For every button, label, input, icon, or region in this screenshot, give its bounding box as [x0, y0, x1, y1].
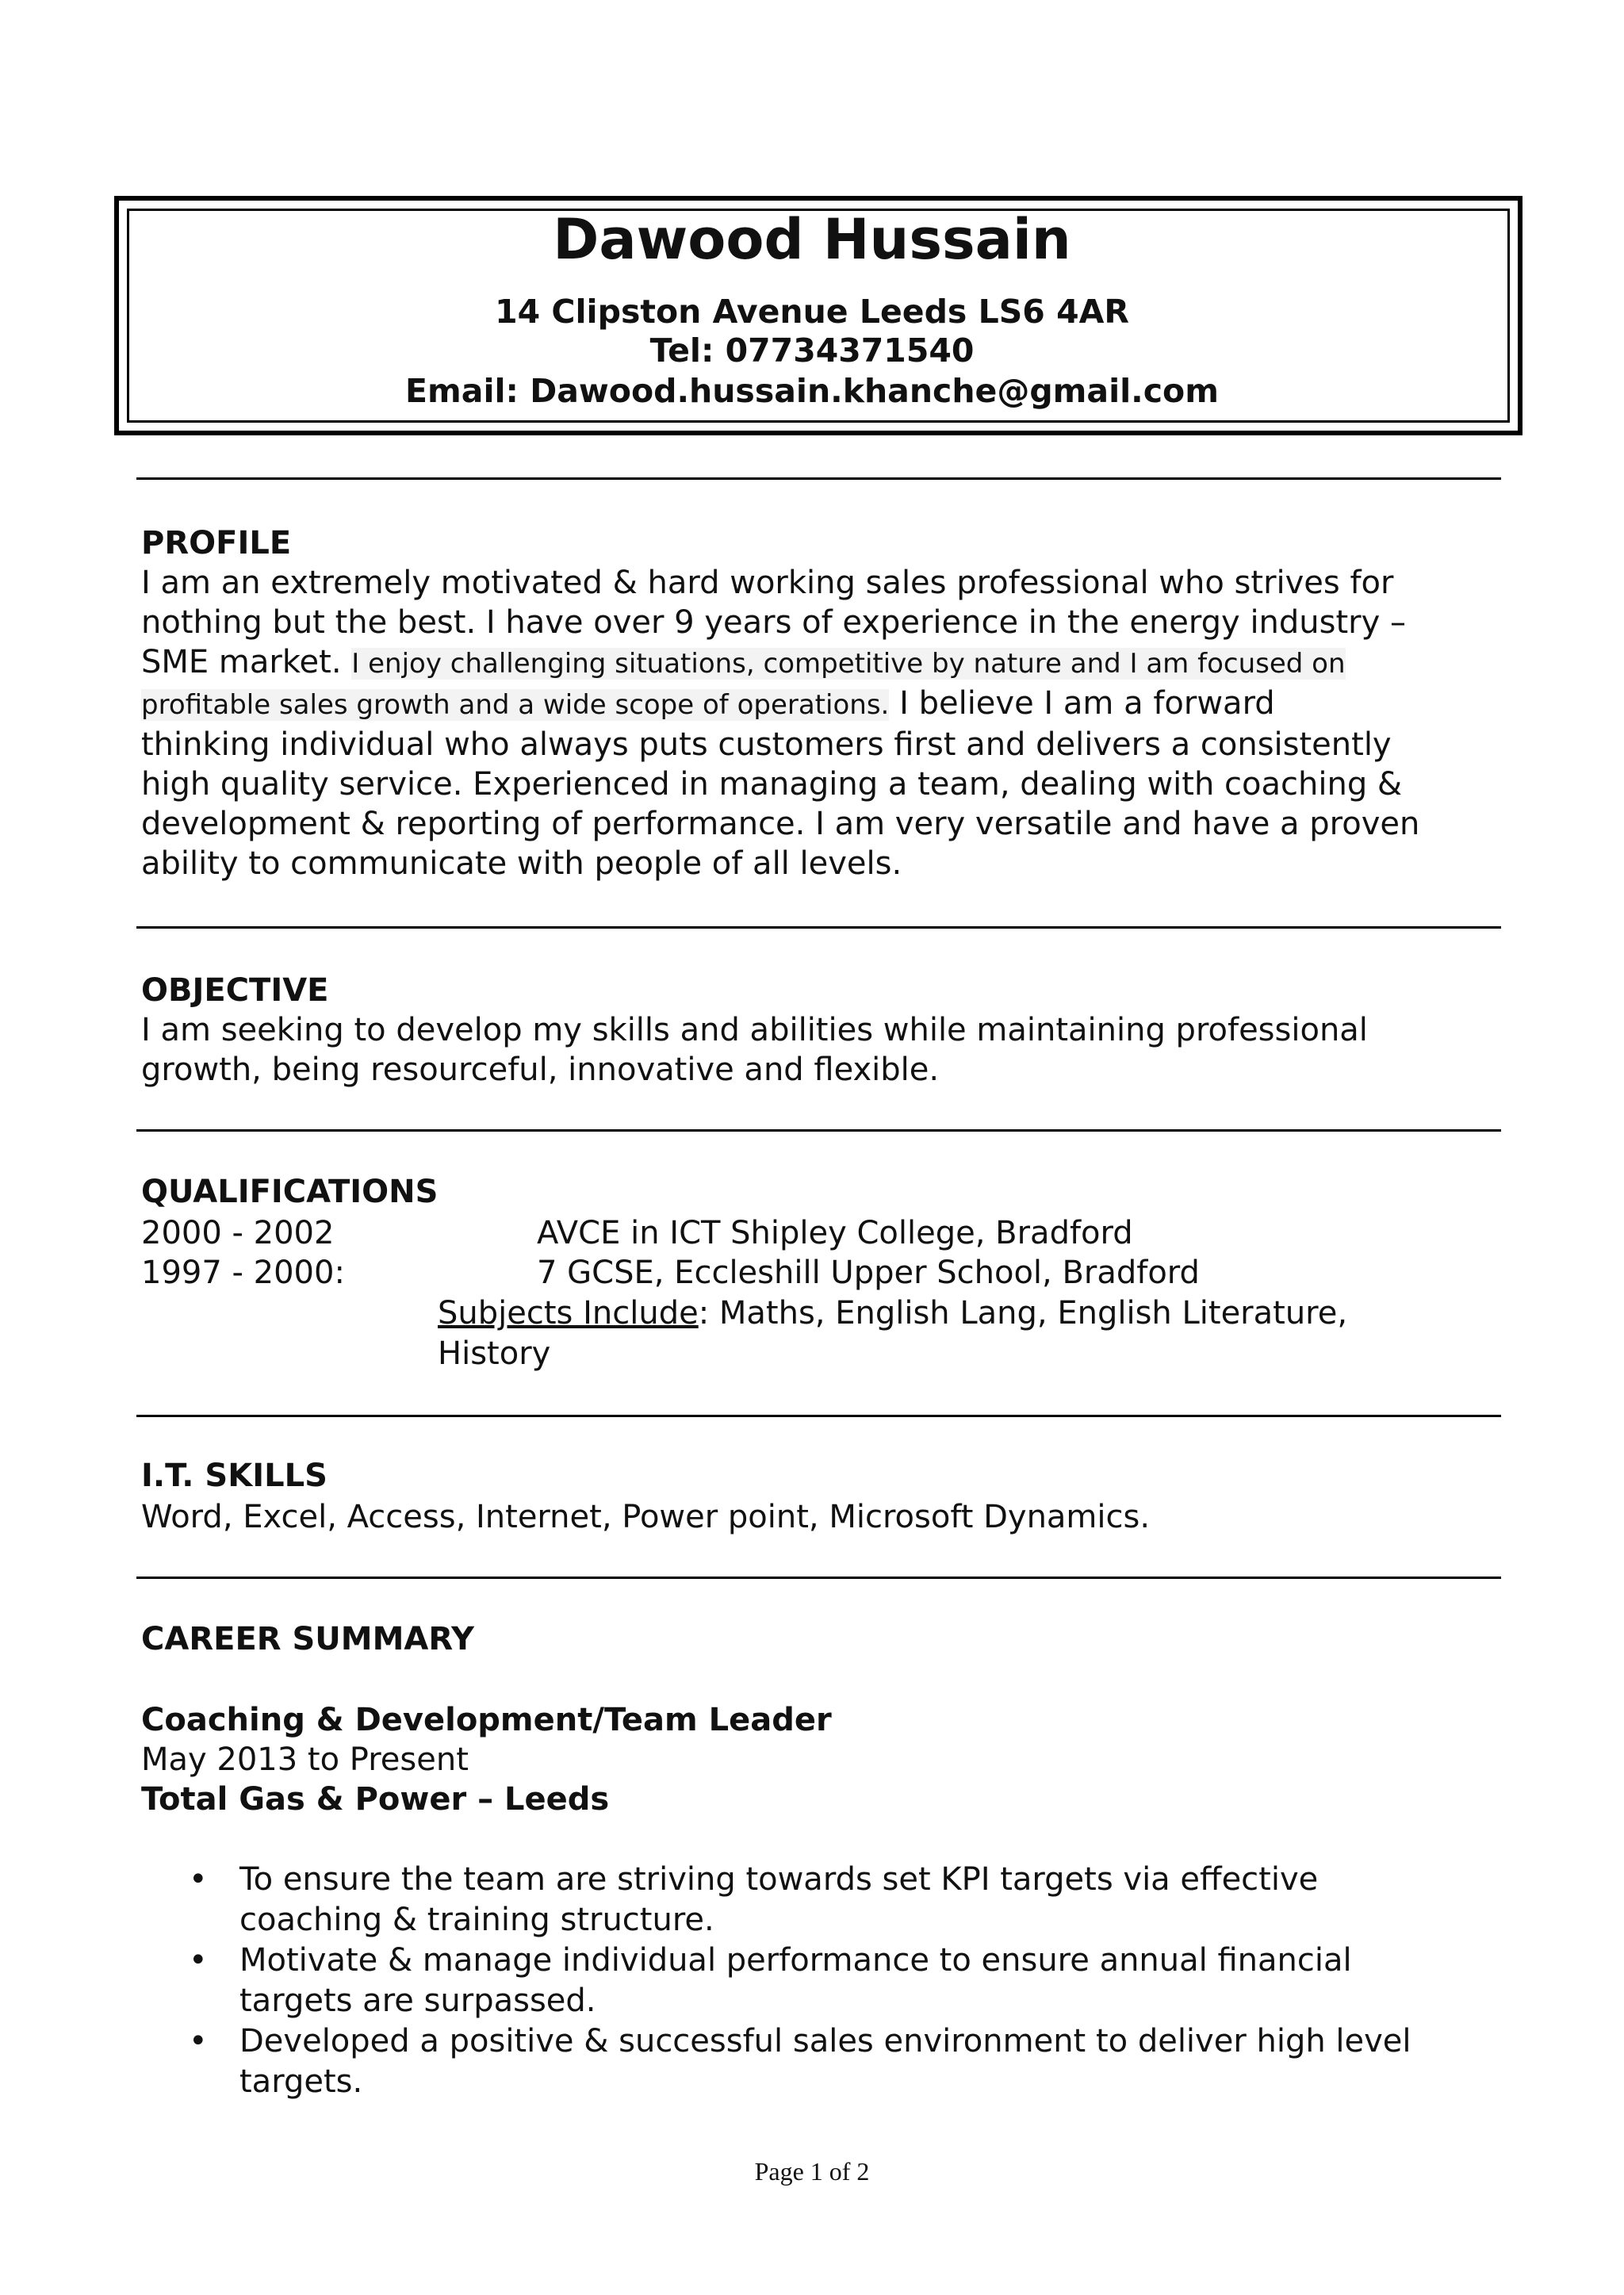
- divider: [136, 477, 1501, 480]
- bullet-icon: •: [189, 2023, 208, 2059]
- objective-heading: OBJECTIVE: [141, 972, 329, 1009]
- email: Email: Dawood.hussain.khanche@gmail.com: [405, 372, 1219, 410]
- qualification-detail: 7 GCSE, Eccleshill Upper School, Bradford: [537, 1255, 1200, 1291]
- qualification-years: 2000 - 2002: [141, 1215, 335, 1251]
- it-skills-heading: I.T. SKILLS: [141, 1458, 327, 1494]
- bullet-line: targets are surpassed.: [239, 1983, 596, 2019]
- profile-line: [141, 642, 1497, 684]
- page-number: Page 1 of 2: [754, 2157, 870, 2186]
- career-heading: CAREER SUMMARY: [141, 1621, 474, 1657]
- subjects-list: : Maths, English Lang, English Literature,: [698, 1295, 1348, 1331]
- list-item: [141, 2021, 1489, 2102]
- profile-text: [141, 563, 1497, 883]
- it-skills-line: Word, Excel, Access, Internet, Power point, Microsoft Dynamics.: [141, 1499, 1151, 1535]
- objective-line: I am seeking to develop my skills and abilities while maintaining professional: [141, 1012, 1368, 1048]
- objective-line: growth, being resourceful, innovative and flexible.: [141, 1052, 940, 1088]
- divider: [136, 1415, 1501, 1417]
- address: 14 Clipston Avenue Leeds LS6 4AR: [495, 293, 1129, 331]
- qualification-detail: AVCE in ICT Shipley College, Bradford: [537, 1215, 1133, 1251]
- qualification-years: 1997 - 2000:: [141, 1255, 345, 1291]
- job-company: Total Gas & Power – Leeds: [141, 1781, 610, 1818]
- divider: [136, 1129, 1501, 1132]
- subjects-label: Subjects Include: [438, 1295, 699, 1331]
- bullet-line: To ensure the team are striving towards set KPI targets via effective: [239, 1861, 1319, 1898]
- profile-segment: SME market.: [141, 644, 342, 680]
- profile-inserted-text: I enjoy challenging situations, competitive by nature and I am focused on: [351, 648, 1346, 680]
- profile-inserted-text: profitable sales growth and a wide scope of operations.: [141, 689, 890, 721]
- profile-line: ability to communicate with people of all levels.: [141, 845, 902, 882]
- job-dates: May 2013 to Present: [141, 1741, 469, 1778]
- bullet-icon: •: [189, 1861, 208, 1898]
- profile-line: development & reporting of performance. I am very versatile and have a proven: [141, 806, 1420, 842]
- bullet-line: Motivate & manage individual performance to ensure annual financial: [239, 1942, 1352, 1979]
- profile-line: I am an extremely motivated & hard working sales professional who strives for: [141, 565, 1394, 601]
- candidate-name: Dawood Hussain: [553, 207, 1071, 272]
- bullet-line: Developed a positive & successful sales environment to deliver high level: [239, 2023, 1411, 2059]
- profile-line: nothing but the best. I have over 9 years of experience in the energy industry –: [141, 604, 1406, 641]
- profile-line: [141, 684, 1497, 725]
- bullet-line: coaching & training structure.: [239, 1902, 714, 1938]
- divider: [136, 926, 1501, 929]
- it-skills-text: [141, 1497, 1497, 1537]
- profile-line: high quality service. Experienced in managing a team, dealing with coaching &: [141, 766, 1403, 803]
- subjects-line: [438, 1293, 1347, 1333]
- divider: [136, 1577, 1501, 1579]
- telephone: Tel: 07734371540: [649, 331, 975, 370]
- profile-line: thinking individual who always puts customers first and delivers a consistently: [141, 726, 1392, 763]
- bullet-icon: •: [189, 1942, 208, 1979]
- bullet-line: targets.: [239, 2063, 363, 2100]
- qualifications-heading: QUALIFICATIONS: [141, 1174, 439, 1210]
- responsibilities-list: [141, 1860, 1489, 2102]
- job-role: Coaching & Development/Team Leader: [141, 1702, 832, 1738]
- subjects-continued: History: [438, 1335, 551, 1372]
- profile-segment: I believe I am a forward: [899, 685, 1275, 722]
- list-item: [141, 1860, 1489, 1941]
- list-item: [141, 1941, 1489, 2021]
- profile-heading: PROFILE: [141, 525, 292, 561]
- objective-text: [141, 1010, 1497, 1090]
